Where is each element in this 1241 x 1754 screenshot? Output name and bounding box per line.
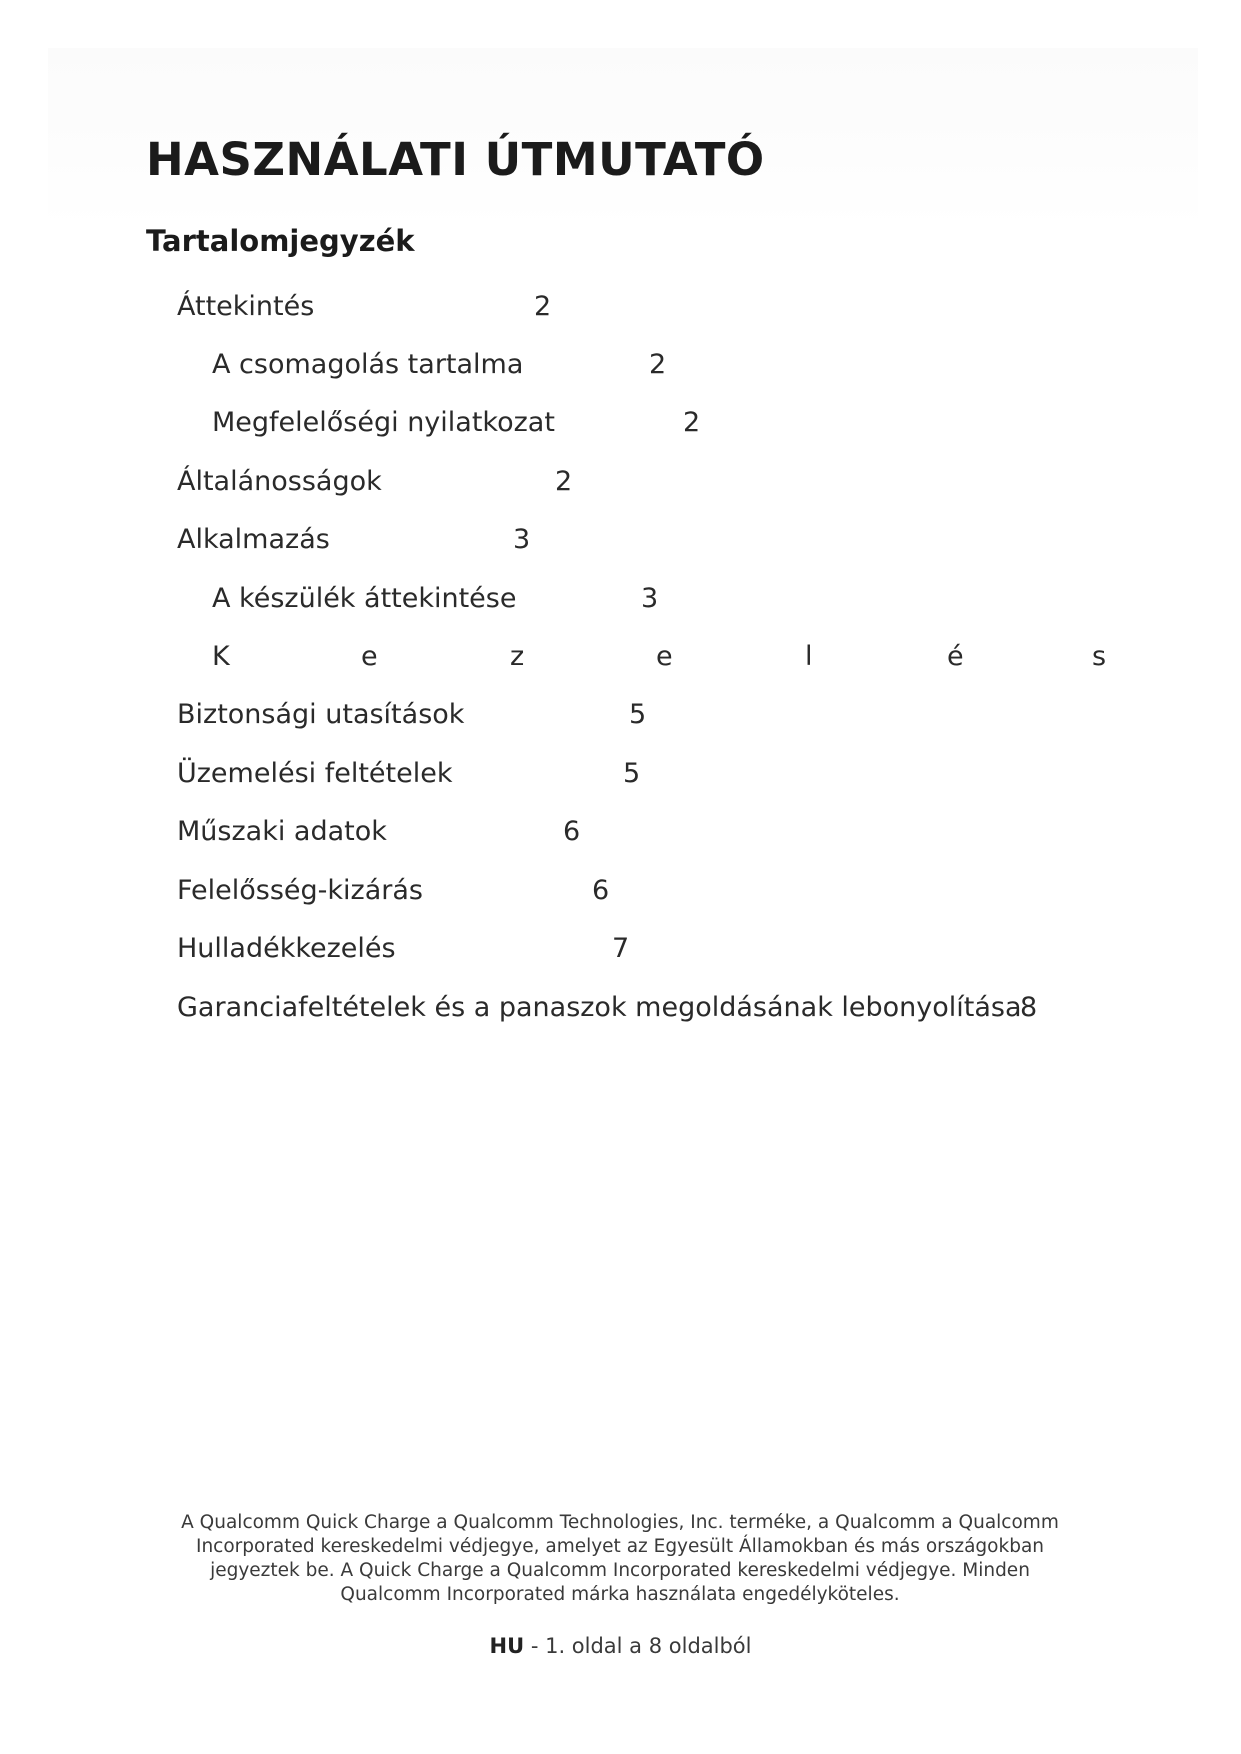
toc-entry-page: 6 [563,816,581,847]
toc-entry-label: A csomagolás tartalma [212,349,524,380]
toc-entry-page: 2 [555,466,573,497]
toc-entry-label: Garanciafeltételek és a panaszok megoldásának lebonyolítása [177,992,1022,1023]
toc-entry-label: Üzemelési feltételek [177,758,453,789]
toc-entry-label: Műszaki adatok [177,816,387,847]
toc-entry-page: 3 [641,583,659,614]
toc-entry-page: 2 [649,349,667,380]
toc-entry-page: 2 [534,291,552,322]
toc-heading: Tartalomjegyzék [146,224,415,258]
document-title: HASZNÁLATI ÚTMUTATÓ [146,133,765,186]
toc-entry-label: Áttekintés [177,291,315,322]
toc-entry-page: 6 [592,875,610,906]
toc-entry-label: Biztonsági utasítások [177,699,465,730]
toc-entry-label: Alkalmazás [177,524,330,555]
spread-letter: s [1092,641,1107,672]
spread-letter: e [361,641,378,672]
spread-letter: K [212,641,230,672]
spread-letter: z [510,641,525,672]
toc-entry-page: 5 [629,699,647,730]
footer-page-info: - 1. oldal a 8 oldalból [530,1634,752,1658]
footer-language: HU [489,1634,525,1658]
toc-entry-spread[interactable] [212,640,1107,674]
toc-entry-label: Megfelelőségi nyilatkozat [212,407,555,438]
toc-entry-label: Hulladékkezelés [177,933,396,964]
toc-entry-page: 7 [612,933,630,964]
spread-letter: l [805,641,813,672]
toc-entry-page: 8 [1020,992,1038,1023]
toc-entry-page: 2 [683,407,701,438]
trademark-note: A Qualcomm Quick Charge a Qualcomm Technologies, Inc. terméke, a Qualcomm a Qualcomm Incorporated kereskedelmi védjegye, amelyet az Egyesült Államokban és más országokban jegyeztek be. A Quick Charge a Qualcomm Incorporated kereskedelmi védjegye. Minden Qualcomm Incorporated márka használata engedélyköteles. [181,1512,1059,1605]
toc-entry-page: 3 [513,524,531,555]
spread-letter: é [947,641,964,672]
toc-entry-label: A készülék áttekintése [212,583,517,614]
page-footer [0,1634,1241,1658]
spread-letter: e [656,641,673,672]
toc-entry-label: Általánosságok [177,466,382,497]
toc-entry-page: 5 [623,758,641,789]
toc-entry-label: Felelősség-kizárás [177,875,423,906]
